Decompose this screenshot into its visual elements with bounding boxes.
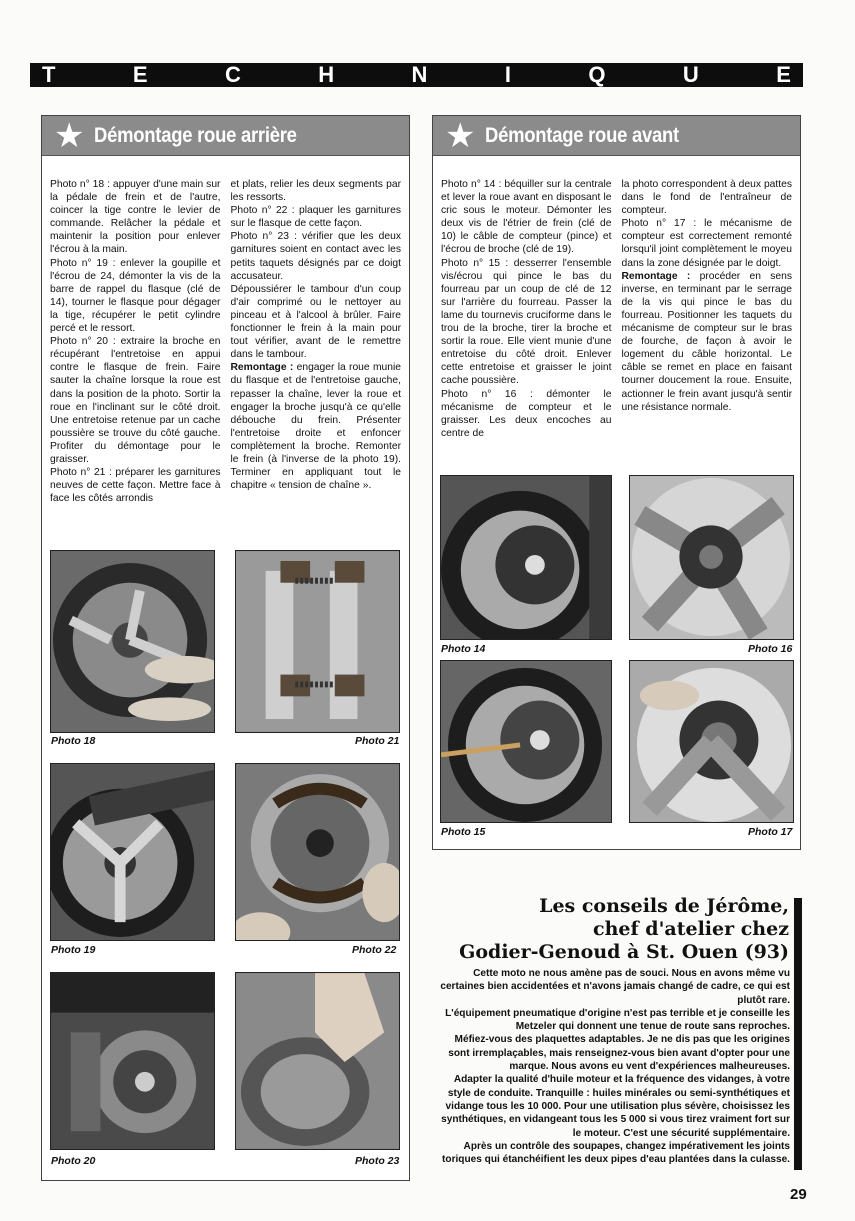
banner-letter: E: [132, 62, 148, 87]
paragraph: Photo n° 19 : enlever la goupille et l'écrou de 24, démonter la vis de la barre de rappel du flasque (clé de 14), tourner le flasque pour dégager la tige, récupérer le petit cylindre percé et le ressort.: [50, 257, 221, 335]
paragraph: et plats, relier les deux segments par les ressorts.: [230, 179, 401, 204]
photo-22-caption: Photo 22: [352, 944, 397, 956]
paragraph: Photo n° 18 : appuyer d'une main sur la pédale de frein et de l'autre, coincer la tige contre le levier de commande. Relâcher la pédale et maintenir la position pour enlever l'écrou à la main.: [50, 179, 221, 256]
paragraph: Photo n° 16 : démonter le mécanisme de compteur et le graisser. Les deux encoches au centre de: [441, 388, 612, 439]
section-header: [433, 116, 800, 156]
paragraph: L'équipement pneumatique d'origine n'est pas terrible et je conseille les Metzeler qui donnent une tenue de route sans reproches.: [445, 1007, 790, 1033]
banner-letter: H: [318, 62, 335, 87]
photo-19: [50, 763, 215, 941]
photo-23: [235, 972, 400, 1150]
section-title: Démontage roue avant: [485, 123, 680, 147]
paragraph: Photo n° 17 : le mécanisme de compteur est correctement remonté lorsqu'il joint complètement le moyeu dans la zone désignée par le doigt.: [621, 218, 792, 269]
title-line: chef d'atelier chez: [593, 918, 789, 940]
banner-letter: T: [42, 62, 56, 87]
paragraph: Photo n° 23 : vérifier que les deux garnitures soient en contact avec les petits taquets désignés par ce doigt accusateur.: [230, 231, 401, 282]
banner-letter: C: [224, 62, 241, 87]
title-line: Les conseils de Jérôme,: [539, 895, 789, 917]
photo-16: [629, 475, 794, 640]
photo-15: [440, 660, 612, 823]
section-header: [42, 116, 409, 156]
photo-20-caption: Photo 20: [51, 1155, 96, 1167]
conseils-title: [432, 895, 789, 964]
text-column-1: [441, 178, 612, 440]
photo-16-caption: Photo 16: [748, 643, 793, 655]
photo-22: [235, 763, 400, 941]
photo-21-caption: Photo 21: [355, 735, 400, 747]
title-line: Godier-Genoud à St. Ouen (93): [459, 941, 789, 963]
photo-18: [50, 550, 215, 733]
banner-letter: Q: [588, 62, 606, 87]
paragraph: Photo n° 21 : préparer les garnitures neuves de cette façon. Mettre face à face les côtés arrondis: [50, 467, 221, 505]
paragraph: Dépoussiérer le tambour d'un coup d'air comprimé ou le nettoyer au pinceau et à l'alcool à brûler. Faire fonctionner le frein à la main pour tout vérifier, avant de le remettre dans le tambour.: [230, 283, 401, 361]
paragraph: Adapter la qualité d'huile moteur et la fréquence des vidanges, à votre style de conduite. Tranquille : huiles minérales ou semi-synthétiques et vidange tous les 10 000. Pour une utilisation plus sévère, choisissez les synthétiques, en vidangeant tous les 5 000 si vous tirez vraiment fort sur le moteur. C'est une sécurité supplémentaire.: [441, 1074, 790, 1139]
star-icon: ★: [445, 116, 476, 155]
photo-14: [440, 475, 612, 640]
banner-letter: N: [411, 62, 428, 87]
conseils-text: [432, 967, 790, 1166]
section-title: Démontage roue arrière: [94, 123, 298, 147]
text-columns: [50, 178, 401, 505]
paragraph: la photo correspondent à deux pattes dans le fond de l'entraîneur de compteur.: [621, 179, 792, 217]
photo-18-caption: Photo 18: [51, 735, 96, 747]
page-number: 29: [790, 1186, 807, 1203]
paragraph: Photo n° 22 : plaquer les garnitures sur le flasque de cette façon.: [230, 205, 401, 230]
photo-14-caption: Photo 14: [441, 643, 486, 655]
remontage-text: engager la roue munie du flasque et de l'entretoise gauche, repasser la chaîne, lever la roue et engager la broche jusqu'à ce qu'elle débouche du frein. Présenter l'entretoise droite et enfoncer complètement la broche. Remonter le frein (à l'inverse de la photo 19). Terminer en appliquant tout le chapitre « tension de chaîne ».: [230, 362, 401, 492]
technique-banner: [30, 63, 803, 87]
paragraph: Photo n° 14 : béquiller sur la centrale et lever la roue avant en disposant le cric sous le moteur. Démonter les deux vis de l'étrier de frein (clé de 10) le câble de compteur (pince) et l'écrou de broche (clé de 19).: [441, 179, 612, 256]
paragraph: Photo n° 15 : desserrer l'ensemble vis/écrou qui pince le bas du fourreau par un coup de clé de 12 sur l'arrière du fourreau. Passer la lame du tournevis cruciforme dans le trou de la broche, tirer la broche et sortir la roue. Elle vient munie d'une entretoise du côté droit. Enlever cette entretoise et graisser le joint cache poussière.: [441, 257, 612, 387]
remontage-label: Remontage :: [230, 362, 294, 374]
photo-21: [235, 550, 400, 733]
star-icon: ★: [54, 116, 85, 155]
text-columns: [441, 178, 792, 440]
paragraph: [622, 270, 793, 414]
photo-20: [50, 972, 215, 1150]
photo-17-caption: Photo 17: [748, 826, 793, 838]
banner-letter: E: [776, 62, 791, 87]
vertical-rule: [794, 898, 802, 1170]
remontage-label: Remontage :: [621, 270, 691, 282]
banner-letter: U: [682, 62, 699, 87]
text-column-2: [231, 178, 402, 505]
paragraph: Photo n° 20 : extraire la broche en récupérant l'entretoise en appui contre le flasque de frein. Faire sauter la chaîne lorsque la roue est dans la position de la photo. Sortir la roue en l'inclinant sur le côté droit. Une entretoise retenue par un cache poussière se trouve du côté gauche. Profiter du démontage pour le graisser.: [50, 336, 221, 465]
photo-23-caption: Photo 23: [355, 1155, 400, 1167]
text-column-2: [622, 178, 793, 440]
paragraph: Cette moto ne nous amène pas de souci. Nous en avons même vu certaines bien accidentées et n'avons jamais changé de cadre, ce qui est plutôt rare.: [440, 968, 790, 1006]
text-column-1: [50, 178, 221, 505]
banner-letter: I: [504, 62, 511, 87]
photo-17: [629, 660, 794, 823]
photo-15-caption: Photo 15: [441, 826, 486, 838]
paragraph: Méfiez-vous des plaquettes adaptables. Je ne dis pas que les origines sont irremplaçables, mais renseignez-vous bien avant d'opter pour une marque. Nous avons eu vent d'expériences malheureuses.: [448, 1034, 790, 1073]
paragraph: [231, 361, 402, 492]
photo-19-caption: Photo 19: [51, 944, 96, 956]
remontage-text: procéder en sens inverse, en terminant par le serrage de la vis qui pince le bas du fourreau. Positionner les taquets du mécanisme de compteur sur le bras de fourche, de façon à avoir le logement du câble horizontal. Le câble se remet en place en faisant tourner doucement la roue. Ensuite, actionner le frein avant jusqu'à sentir une résistance normale.: [621, 270, 792, 413]
paragraph: Après un contrôle des soupapes, changez impérativement les joints toriques qui étanchéifient les deux pipes d'eau plantées dans la culasse.: [442, 1140, 790, 1166]
